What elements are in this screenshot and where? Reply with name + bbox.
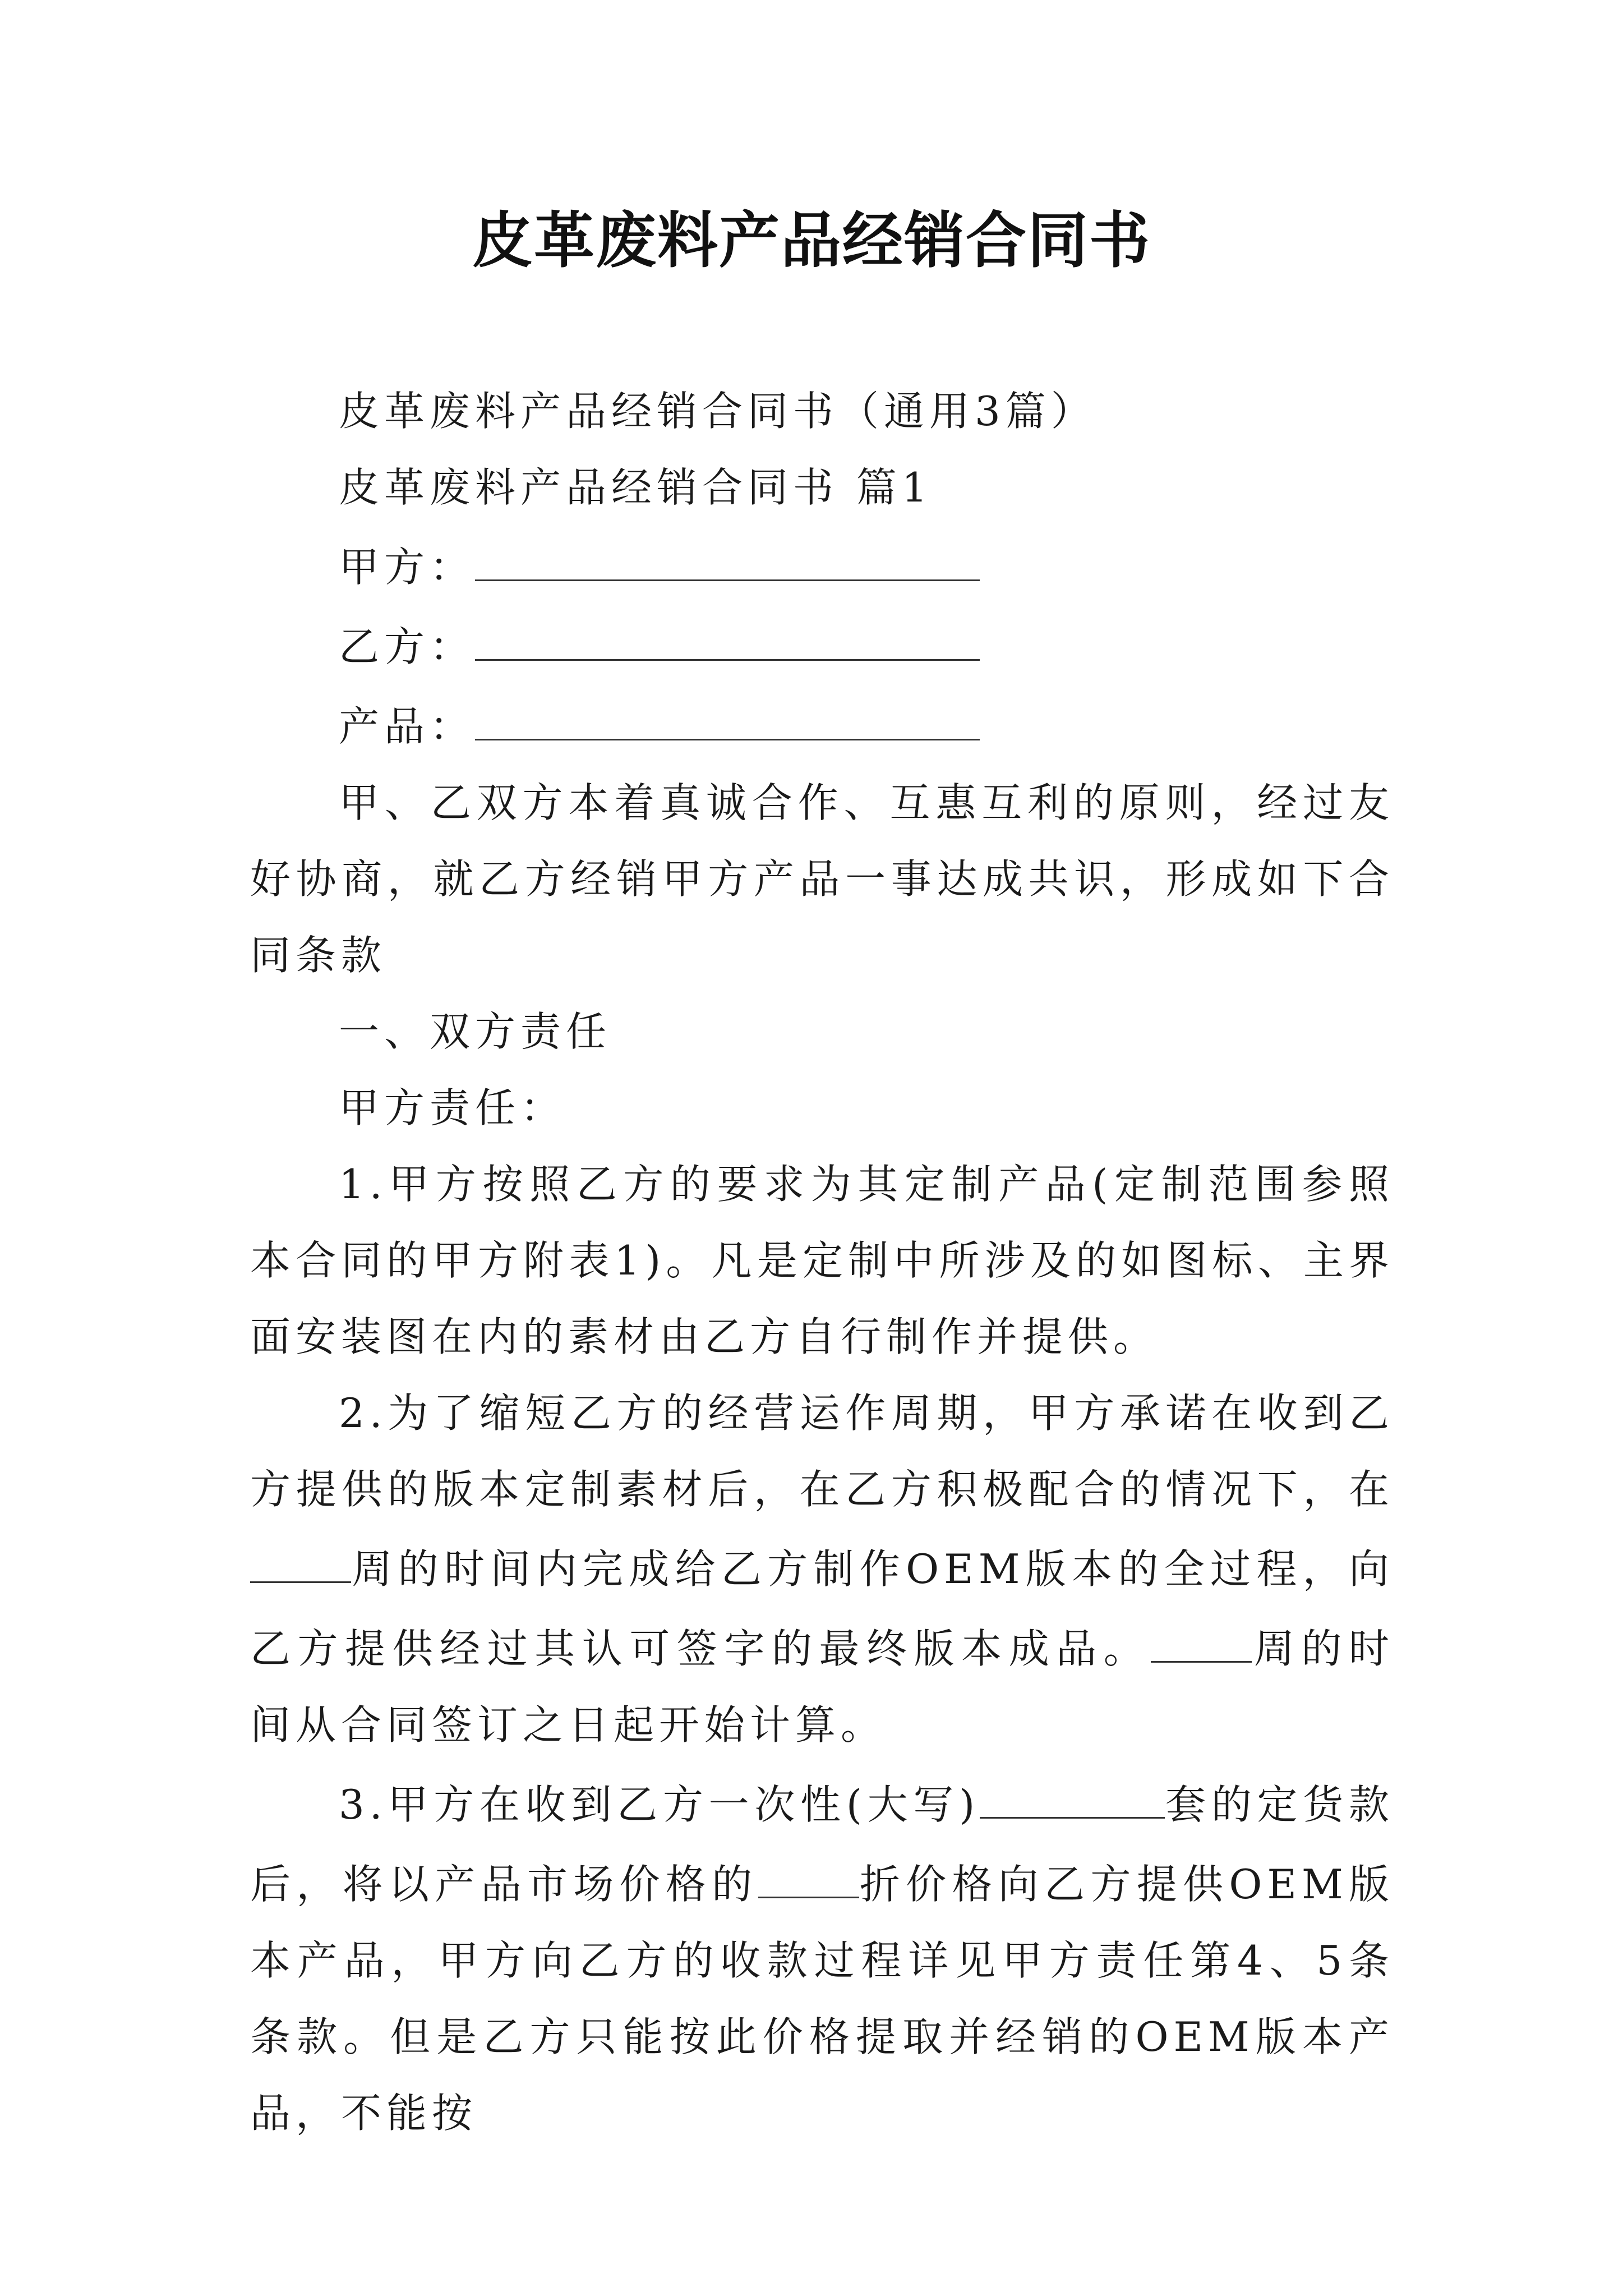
party-a-duties-heading: 甲方责任： (339, 1084, 566, 1131)
document-title: 皮革废料产品经销合同书 (472, 206, 1151, 276)
article-1-heading: 一、双方责任 (339, 1008, 612, 1055)
clause-2-text-1: 2.为了缩短乙方的经营运作周期，甲方承诺在收到乙方提供的版本定制素材后，在乙方积极配合的情况下，在 (250, 1389, 1394, 1513)
party-a-line (250, 526, 1394, 605)
clause-3-text-3: 折价格向乙方提供OEM版本产品，甲方向乙方的收款过程详见甲方责任第4、5条条款。但是乙方只能按此价格提取并经销的OEM版本产品，不能按 (250, 1861, 1394, 2137)
party-a-label: 甲方： (339, 544, 476, 591)
clause-3-text-2: 套的定货款后，将以产品市场价格的 (250, 1781, 1394, 1908)
section-heading: 皮革废料产品经销合同书 篇1 (339, 464, 933, 511)
party-b-label: 乙方： (339, 623, 476, 670)
clause-1: 1.甲方按照乙方的要求为其定制产品(定制范围参照本合同的甲方附表1)。凡是定制中所涉及的如图标、主界面安装图在内的素材由乙方自行制作并提供。 (250, 1161, 1394, 1360)
clause-3-amount-blank (980, 1763, 1165, 1819)
clause-3-text-1: 3.甲方在收到乙方一次性(大写) (339, 1781, 980, 1828)
clause-2-text-3: 周的时间从合同签订之日起开始计算。 (250, 1625, 1394, 1749)
product-label: 产品： (339, 703, 476, 750)
product-blank (475, 685, 980, 740)
intro-paragraph: 甲、乙双方本着真诚合作、互惠互利的原则，经过友好协商，就乙方经销甲方产品一事达成共识，形成如下合同条款 (250, 779, 1394, 979)
clause-2-weeks-blank-2 (1151, 1607, 1252, 1663)
party-b-line (250, 605, 1394, 685)
document-body (250, 373, 1394, 2151)
clause-2 (250, 1375, 1394, 1763)
clause-3 (250, 1763, 1394, 2151)
party-a-blank (475, 526, 980, 581)
clause-2-text-2: 周的时间内完成给乙方制作OEM版本的全过程，向乙方提供经过其认可签字的最终版本成品。 (250, 1545, 1394, 1672)
product-line (250, 685, 1394, 765)
party-b-blank (475, 605, 980, 661)
clause-3-discount-blank (758, 1843, 859, 1898)
clause-2-weeks-blank-1 (250, 1527, 351, 1583)
document-subtitle: 皮革废料产品经销合同书（通用3篇） (339, 388, 1096, 435)
